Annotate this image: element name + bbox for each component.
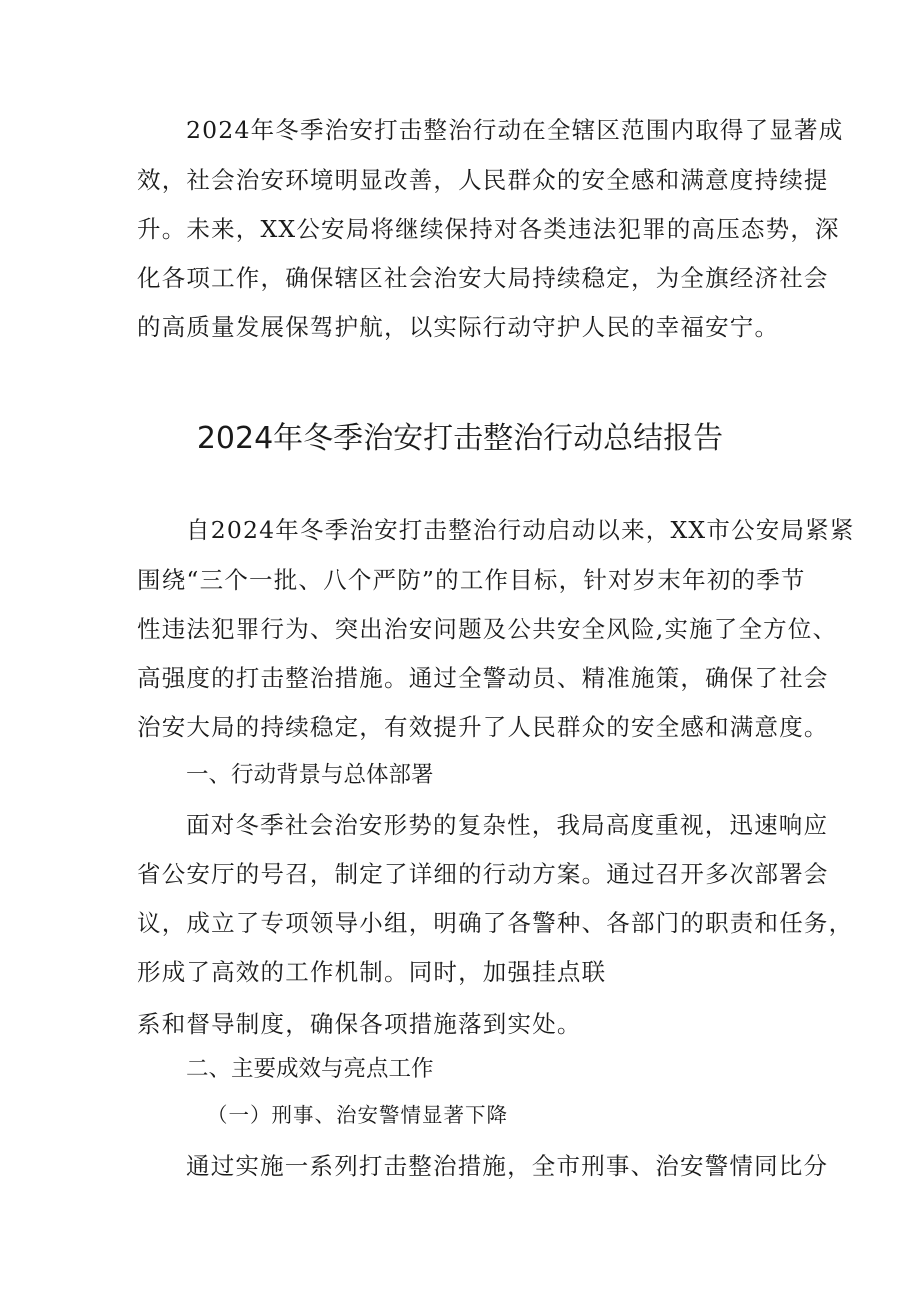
opening-line-4: 高强度的打击整治措施。通过全警动员、精准施策，确保了社会	[137, 664, 829, 692]
section-2-subheading: （一）刑事、治安警情显著下降	[207, 1103, 508, 1127]
opening-line-3: 性违法犯罪行为、突出治安问题及公共安全风险,实施了全方位、	[137, 615, 838, 643]
intro-line-1: 2024年冬季治安打击整治行动在全辖区范围内取得了显著成	[186, 116, 844, 144]
section-2-line-1: 通过实施一系列打击整治措施，全市刑事、治安警情同比分	[186, 1152, 829, 1180]
section-2-heading: 二、主要成效与亮点工作	[186, 1056, 434, 1082]
section-1-line-1: 面对冬季社会治安形势的复杂性，我局高度重视，迅速响应	[186, 811, 829, 839]
section-1-line-2: 省公安厅的号召，制定了详细的行动方案。通过召开多次部署会	[137, 860, 829, 888]
report-title: 2024年冬季治安打击整治行动总结报告	[196, 421, 724, 456]
intro-line-5: 的高质量发展保驾护航，以实际行动守护人民的幸福安宁。	[137, 313, 780, 341]
intro-line-3: 升。未来，XX公安局将继续保持对各类违法犯罪的高压态势，深	[137, 215, 840, 243]
intro-line-4: 化各项工作，确保辖区社会治安大局持续稳定，为全旗经济社会	[137, 264, 829, 292]
section-1-line-3: 议，成立了专项领导小组，明确了各警种、各部门的职责和任务，	[137, 909, 854, 937]
section-1-heading: 一、行动背景与总体部署	[186, 762, 434, 788]
section-1-line-4: 形成了高效的工作机制。同时，加强挂点联	[137, 958, 607, 986]
opening-line-1: 自2024年冬季治安打击整治行动启动以来，XX市公安局紧紧	[186, 516, 855, 544]
opening-line-5: 治安大局的持续稳定，有效提升了人民群众的安全感和满意度。	[137, 713, 829, 741]
intro-line-2: 效，社会治安环境明显改善，人民群众的安全感和满意度持续提	[137, 166, 829, 194]
section-1-line-5: 系和督导制度，确保各项措施落到实处。	[137, 1010, 582, 1038]
opening-line-2: 围绕“三个一批、八个严防”的工作目标，针对岁末年初的季节	[137, 566, 806, 594]
